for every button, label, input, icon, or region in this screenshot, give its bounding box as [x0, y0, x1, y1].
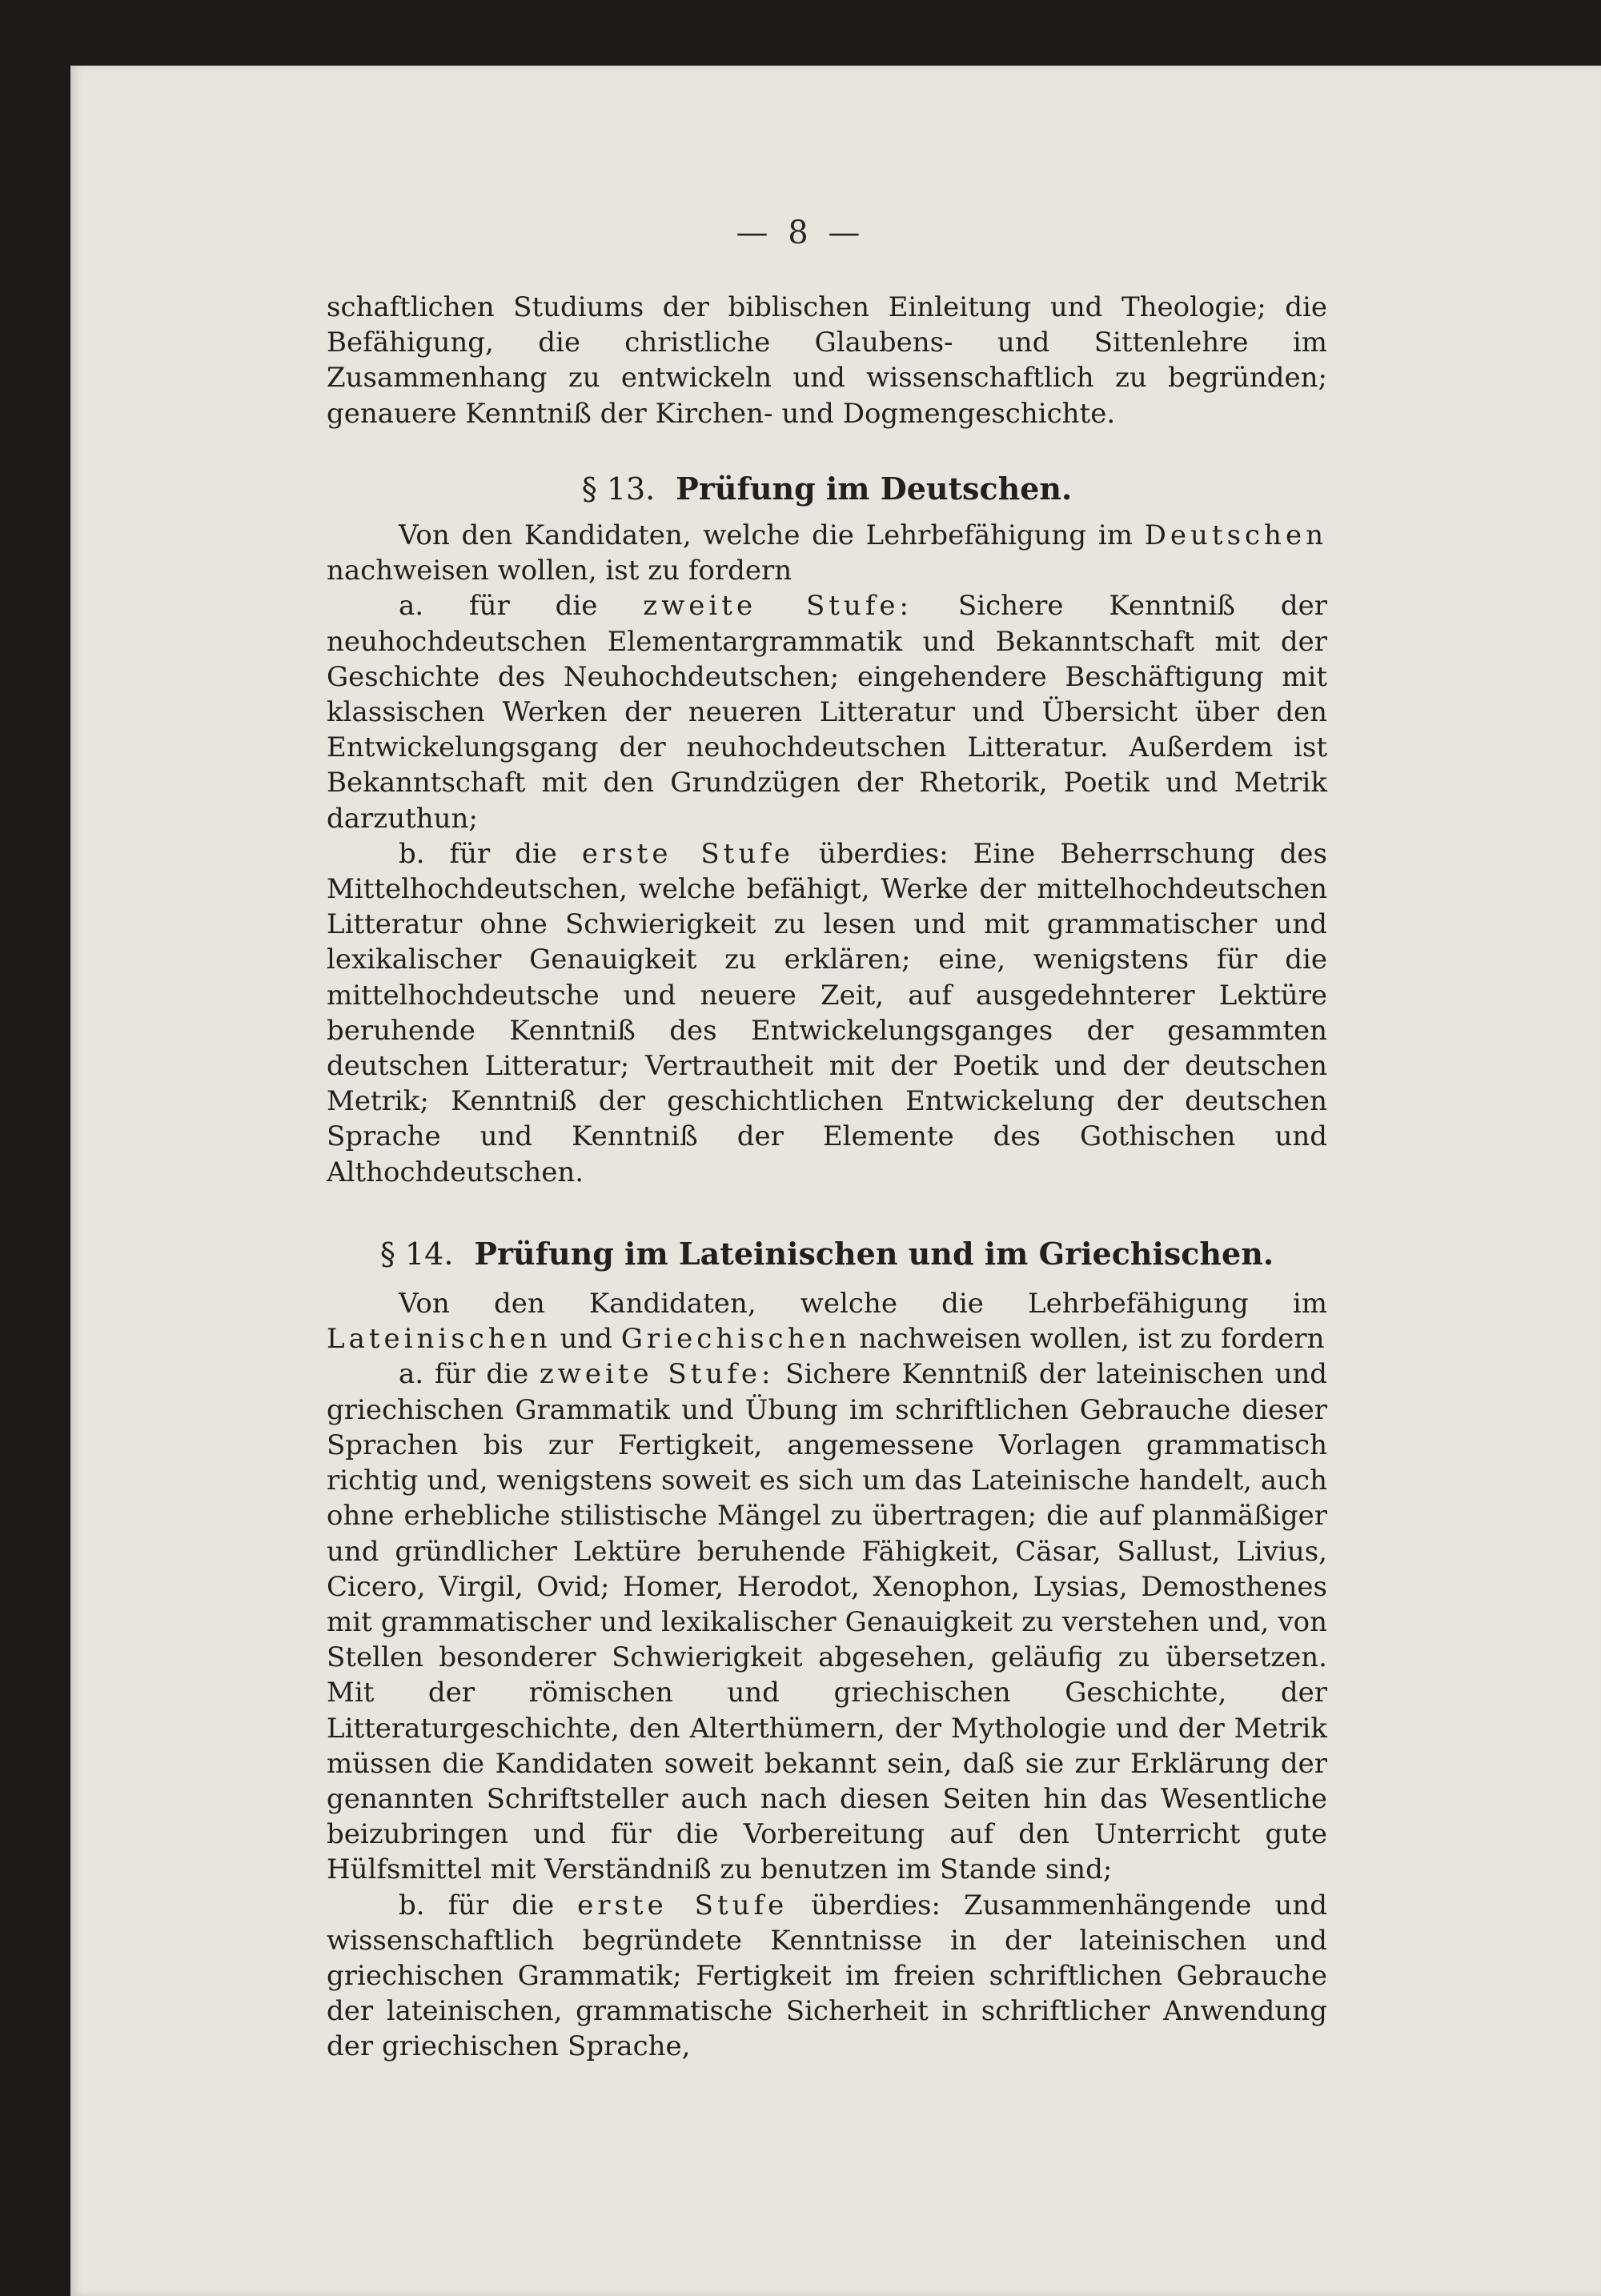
section-14-lead: [327, 1286, 1327, 1356]
section-14-lead-und: und: [560, 1323, 613, 1356]
section-14-item-a-label: a. für die: [399, 1358, 529, 1391]
section-14-item-a-stage: zweite Stufe:: [539, 1358, 775, 1391]
section-13-item-a-stage: zweite Stufe:: [643, 590, 913, 623]
section-14-heading: [327, 1236, 1327, 1272]
section-14-lead-text-b: nachweisen wollen, ist zu fordern: [859, 1323, 1325, 1356]
section-13-lead: [327, 518, 1327, 588]
section-14-lead-subject-1: Lateinischen: [327, 1323, 552, 1356]
section-13-title: Prüfung im Deutschen.: [676, 470, 1073, 507]
section-14-item-b-stage: erste Stufe: [577, 1889, 788, 1921]
section-13-heading: [327, 471, 1327, 507]
section-14-item-a-text: Sichere Kenntniß der lateinischen und griechischen Grammatik und Übung im schriftlichen Gebrauche dieser Sprachen bis zur Fertigkeit, angemessene Vorlagen grammatisch richtig und, wenigstens soweit es sich um das Lateinische handelt, auch ohne erhebliche stilistische Mängel zu übertragen; die auf planmäßiger und gründlicher Lektüre beruhende Fähigkeit, Cäsar, Sallust, Livius, Cicero, Virgil, Ovid; Homer, Herodot, Xenophon, Lysias, Demosthenes mit grammatischer und lexikalischer Genauigkeit zu verstehen und, von Stellen besonderer Schwierigkeit abgesehen, geläufig zu übersetzen. Mit der römischen und griechischen Geschichte, der Litteraturgeschichte, den Alterthümern, der Mythologie und der Metrik müssen die Kandidaten soweit bekannt sein, daß sie zur Erklärung der genannten Schriftsteller auch nach diesen Seiten hin das Wesentliche beizubringen und für die Vorbereitung auf den Unterricht gute Hülfsmittel mit Verständniß zu benutzen im Stande sind;: [327, 1358, 1328, 1886]
section-14-item-b-text: überdies: Zusammenhängende und wissenschaftlich begründete Kenntnisse in der lateinischen und griechischen Grammatik; Fertigkeit im freien schriftlichen Gebrauche der lateinischen, grammatische Sicherheit in schriftlicher Anwendung der griechischen Sprache,: [327, 1889, 1327, 2063]
section-13-item-b-label: b. für die: [399, 837, 557, 870]
section-14-item-b: [327, 1888, 1327, 2065]
section-13-item-a-text: Sichere Kenntniß der neuhochdeutschen Elementargrammatik und Bekanntschaft mit der Geschichte des Neuhochdeutschen; eingehendere Beschäftigung mit klassischen Werken der neueren Litteratur und Übersicht über den Entwickelungsgang der neuhochdeutschen Litteratur. Außerdem ist Bekanntschaft mit den Grundzügen der Rhetorik, Poetik und Metrik darzuthun;: [327, 590, 1327, 835]
section-13-item-b: [327, 836, 1327, 1190]
section-14-sign: § 14.: [379, 1236, 454, 1272]
section-14-lead-subject-2: Griechischen: [620, 1323, 851, 1356]
section-14-item-a: [327, 1356, 1327, 1887]
section-13-item-a: [327, 588, 1327, 835]
section-13-lead-text-a: Von den Kandidaten, welche die Lehrbefähigung im: [399, 519, 1133, 552]
document-body: [327, 290, 1327, 2065]
page-number: — 8 —: [736, 214, 865, 251]
section-14-title: Prüfung im Lateinischen und im Griechischen.: [474, 1235, 1274, 1272]
section-13-item-b-stage: erste Stufe: [581, 837, 794, 870]
section-13-lead-text-b: nachweisen wollen, ist zu fordern: [327, 555, 792, 587]
intro-paragraph: schaftlichen Studiums der biblischen Einleitung und Theologie; die Befähigung, die christliche Glaubens- und Sittenlehre im Zusammenhang zu entwickeln und wissenschaftlich zu begründen; genauere Kenntniß der Kirchen- und Dogmengeschichte.: [327, 291, 1327, 430]
section-13-item-a-label: a. für die: [399, 590, 598, 623]
section-14-lead-text-a: Von den Kandidaten, welche die Lehrbefähigung im: [399, 1288, 1327, 1320]
section-13-item-b-text: überdies: Eine Beherrschung des Mittelhochdeutschen, welche befähigt, Werke der mittelhochdeutschen Litteratur ohne Schwierigkeit zu lesen und mit grammatischer und lexikalischer Genauigkeit zu erklären; eine, wenigstens für die mittelhochdeutsche und neuere Zeit, auf ausgedehnterer Lektüre beruhende Kenntniß des Entwickelungsganges der gesammten deutschen Litteratur; Vertrautheit mit der Poetik und der deutschen Metrik; Kenntniß der geschichtlichen Entwickelung der deutschen Sprache und Kenntniß der Elemente des Gothischen und Althochdeutschen.: [327, 837, 1327, 1188]
section-13-lead-subject: Deutschen: [1144, 519, 1327, 552]
section-14-item-b-label: b. für die: [399, 1889, 555, 1921]
section-13-sign: § 13.: [581, 471, 656, 507]
